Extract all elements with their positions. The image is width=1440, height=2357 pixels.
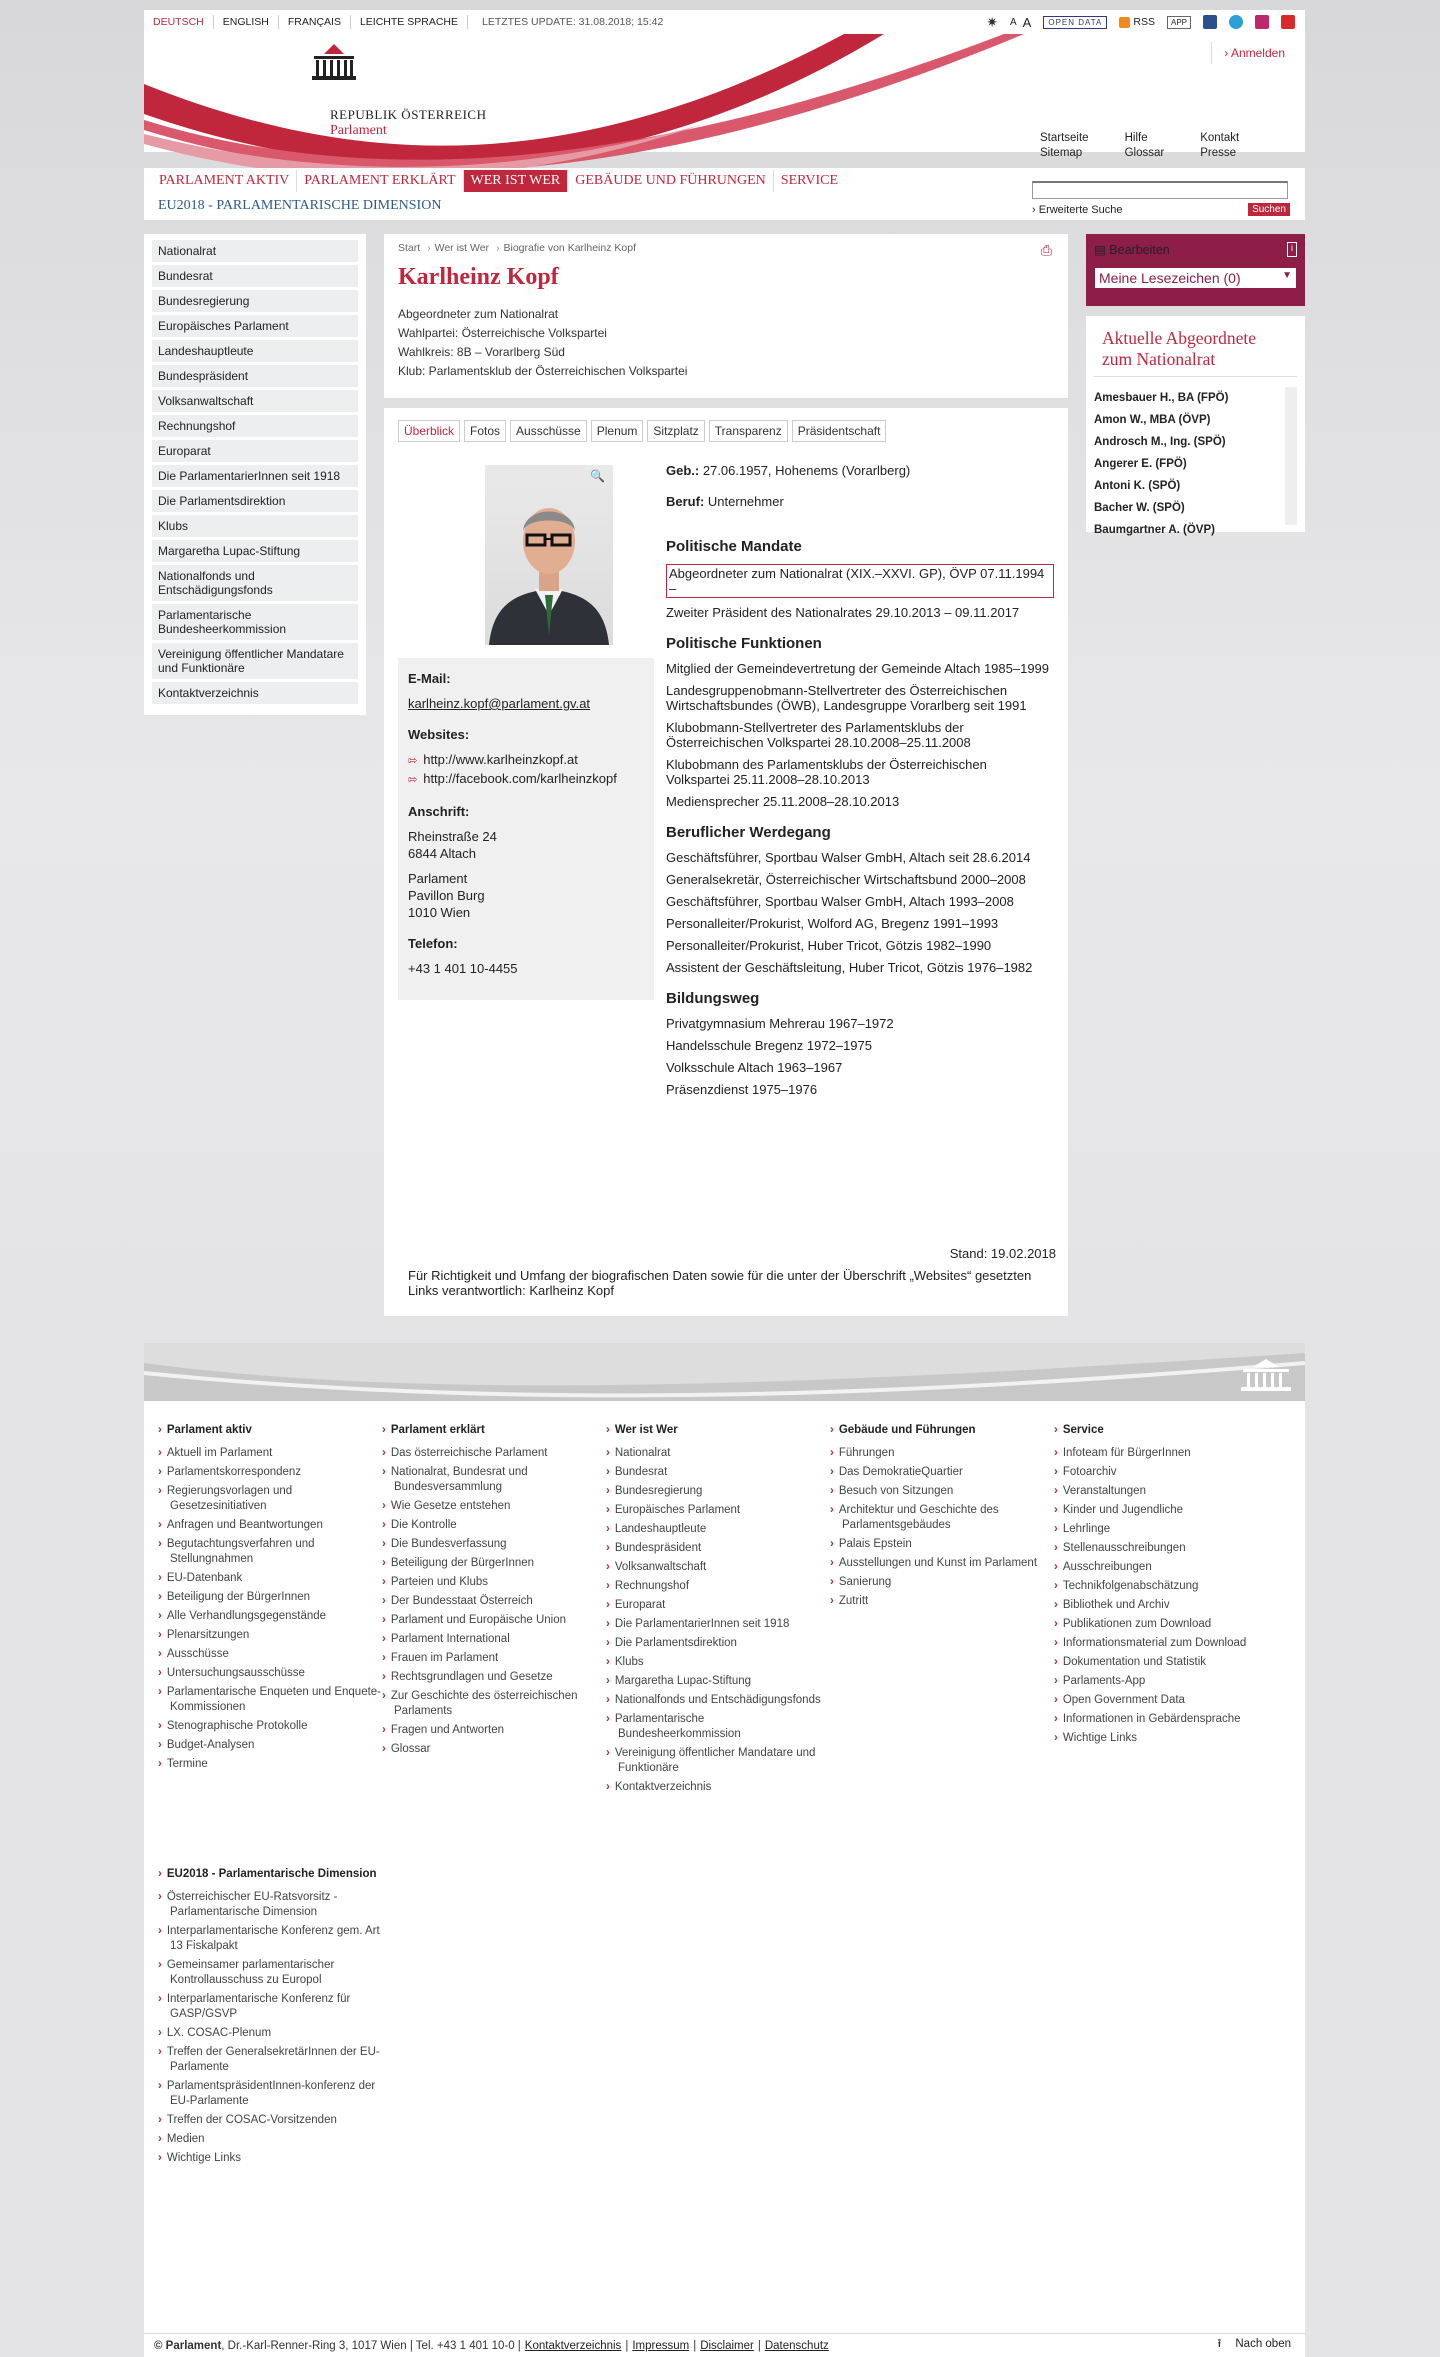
footer-link[interactable]: › Publikationen zum Download xyxy=(1054,1617,1278,1632)
websites-label: Websites: xyxy=(408,727,470,742)
footer-column-heading[interactable]: › Parlament erklärt xyxy=(382,1423,606,1438)
sidebar-item[interactable]: Nationalfonds und Entschädigungsfonds xyxy=(152,565,358,601)
bio-info-line: Wahlpartei: Österreichische Volkspartei xyxy=(398,326,607,340)
footer-link[interactable]: › Budget-Analysen xyxy=(158,1738,382,1753)
bookmarks-select[interactable]: Meine Lesezeichen (0) ▼ xyxy=(1094,267,1297,289)
footer-link[interactable]: › Ausstellungen und Kunst im Parlament xyxy=(830,1556,1054,1571)
sidebar-item[interactable]: Bundesregierung xyxy=(152,290,358,312)
section-title: Beruflicher Werdegang xyxy=(666,824,831,841)
abgeordnete-box xyxy=(1086,316,1305,536)
quick-presse[interactable]: Presse xyxy=(1200,147,1236,159)
footer-link[interactable]: › Termine xyxy=(158,1757,382,1772)
footer-link[interactable]: › Parlamentarische Enqueten und Enquete-Kommissionen xyxy=(158,1685,382,1715)
footer-link-datenschutz[interactable]: Datenschutz xyxy=(764,2339,829,2352)
footer-link[interactable]: › Zutritt xyxy=(830,1594,1054,1609)
login-link[interactable]: › Anmelden xyxy=(1211,42,1297,64)
nav-gebaeude-fuehrungen[interactable]: GEBÄUDE UND FÜHRUNGEN xyxy=(567,170,773,192)
print-icon[interactable]: ⎙ xyxy=(1040,242,1052,258)
nav-service[interactable]: SERVICE xyxy=(773,170,845,192)
footer-link[interactable]: › Open Government Data xyxy=(1054,1693,1278,1708)
footer-link[interactable]: › Treffen der GeneralsekretärInnen der EU-Parlamente xyxy=(158,2045,382,2075)
back-to-top-link[interactable]: ⭱ Nach oben xyxy=(1217,2338,1291,2350)
footer-link[interactable]: › Europäisches Parlament xyxy=(606,1503,830,1518)
topbar-tools xyxy=(986,14,1305,31)
footer-link[interactable]: › Fotoarchiv xyxy=(1054,1465,1278,1480)
footer-link[interactable]: › Stellenausschreibungen xyxy=(1054,1541,1278,1556)
footer-link-kontakt[interactable]: Kontaktverzeichnis xyxy=(524,2339,622,2352)
footer xyxy=(144,1343,1305,2333)
footer-link[interactable]: › Kinder und Jugendliche xyxy=(1054,1503,1278,1518)
footer-address: , Dr.-Karl-Renner-Ring 3, 1017 Wien | Tel. +43 1 401 10-0 | xyxy=(221,2339,521,2352)
footer-link[interactable]: › Landeshauptleute xyxy=(606,1522,830,1537)
email-link[interactable]: karlheinz.kopf@parlament.gv.at xyxy=(408,696,591,711)
disclaimer: Für Richtigkeit und Umfang der biografischen Daten sowie für die unter der Überschrift „Websites“ gesetzten Links verantwortlich: Karlheinz Kopf xyxy=(408,1268,1032,1298)
sidebar-item[interactable]: Margaretha Lupac-Stiftung xyxy=(152,540,358,562)
footer-link[interactable]: › LX. COSAC-Plenum xyxy=(158,2026,382,2041)
footer-link[interactable]: › Europarat xyxy=(606,1598,830,1613)
footer-link[interactable]: › Dokumentation und Statistik xyxy=(1054,1655,1278,1670)
section-item: Geschäftsführer, Sportbau Walser GmbH, Altach 1993–2008 xyxy=(666,894,1014,909)
footer-link[interactable]: › Zur Geschichte des österreichischen Parlaments xyxy=(382,1689,606,1719)
footer-bottom-bar: © Parlament , Dr.-Karl-Renner-Ring 3, 1017 Wien | Tel. +43 1 401 10-0 | Kontaktverzeichnis | Impressum | Disclaimer | Datenschutz ⭱ Nach oben xyxy=(144,2333,1305,2357)
footer-link[interactable]: › Ausschreibungen xyxy=(1054,1560,1278,1575)
footer-link[interactable]: › Besuch von Sitzungen xyxy=(830,1484,1054,1499)
section-item: Privatgymnasium Mehrerau 1967–1972 xyxy=(666,1016,894,1031)
rss-link[interactable]: RSS xyxy=(1119,16,1155,28)
footer-link[interactable]: › Die ParlamentarierInnen seit 1918 xyxy=(606,1617,830,1632)
zoom-icon[interactable]: 🔍 xyxy=(590,469,605,483)
sidebar-item[interactable]: Rechnungshof xyxy=(152,415,358,437)
font-size-small[interactable]: A xyxy=(1010,16,1017,28)
footer-link[interactable]: › Begutachtungsverfahren und Stellungnahmen xyxy=(158,1537,382,1567)
footer-logo-icon xyxy=(1239,1357,1293,1393)
footer-link[interactable]: › Bundespräsident xyxy=(606,1541,830,1556)
footer-link[interactable]: › Volksanwaltschaft xyxy=(606,1560,830,1575)
bio-info-line: Klub: Parlamentsklub der Österreichischen Volkspartei xyxy=(398,364,688,378)
bio-info xyxy=(398,305,1054,381)
footer-link[interactable]: › Informationen in Gebärdensprache xyxy=(1054,1712,1278,1727)
search-input[interactable] xyxy=(1032,181,1288,199)
footer-link[interactable]: › Medien xyxy=(158,2132,382,2147)
footer-link[interactable]: › Bundesrat xyxy=(606,1465,830,1480)
crumb-wer-ist-wer[interactable]: › Wer ist Wer xyxy=(423,242,489,254)
footer-link[interactable]: › Ausschüsse xyxy=(158,1647,382,1662)
lang-leichte-sprache[interactable]: LEICHTE SPRACHE xyxy=(351,15,468,29)
advanced-search-link[interactable]: › Erweiterte Suche xyxy=(1032,203,1123,216)
app-link[interactable]: APP xyxy=(1167,16,1191,29)
sidebar-item[interactable]: Volksanwaltschaft xyxy=(152,390,358,412)
email-label: E-Mail: xyxy=(408,671,451,686)
quick-kontakt[interactable]: Kontakt xyxy=(1200,132,1240,144)
footer-link[interactable]: › Lehrlinge xyxy=(1054,1522,1278,1537)
sidebar-item[interactable]: Europarat xyxy=(152,440,358,462)
footer-link[interactable]: › Nationalfonds und Entschädigungsfonds xyxy=(606,1693,830,1708)
footer-column-heading[interactable]: › Gebäude und Führungen xyxy=(830,1423,1054,1438)
footer-link[interactable]: › Kontaktverzeichnis xyxy=(606,1780,830,1795)
contact-box xyxy=(398,658,654,1000)
section-item: Mediensprecher 25.11.2008–28.10.2013 xyxy=(666,794,900,809)
footer-columns xyxy=(158,1423,1278,1799)
tab-fotos[interactable]: Fotos xyxy=(464,420,506,442)
footer-column xyxy=(830,1423,1054,1799)
info-icon[interactable]: i xyxy=(1287,242,1297,257)
nav-parlament-erklaert[interactable]: PARLAMENT ERKLÄRT xyxy=(296,170,462,192)
footer-link[interactable]: › Das österreichische Parlament xyxy=(382,1446,606,1461)
sidebar-item[interactable]: Bundesrat xyxy=(152,265,358,287)
youtube-icon[interactable] xyxy=(1281,15,1295,29)
footer-link[interactable]: › Führungen xyxy=(830,1446,1054,1461)
section-item: Geschäftsführer, Sportbau Walser GmbH, Altach seit 28.6.2014 xyxy=(666,850,1031,865)
copyright: © Parlament xyxy=(154,2339,222,2352)
footer-link[interactable]: › Die Kontrolle xyxy=(382,1518,606,1533)
footer-link[interactable]: › Palais Epstein xyxy=(830,1537,1054,1552)
footer-link[interactable]: › Die Parlamentsdirektion xyxy=(606,1636,830,1651)
section-item: Personalleiter/Prokurist, Wolford AG, Bregenz 1991–1993 xyxy=(666,916,999,931)
footer-link[interactable]: › Regierungsvorlagen und Gesetzesinitiativen xyxy=(158,1484,382,1514)
abgeordnete-item[interactable]: Androsch M., Ing. (SPÖ) xyxy=(1094,436,1226,448)
footer-column-heading[interactable]: › Parlament aktiv xyxy=(158,1423,382,1438)
phone-number: +43 1 401 10-4455 xyxy=(408,961,518,976)
footer-link[interactable]: › Wichtige Links xyxy=(1054,1731,1278,1746)
footer-link[interactable]: › Vereinigung öffentlicher Mandatare und Funktionäre xyxy=(606,1746,830,1776)
sidebar-item[interactable]: Die ParlamentarierInnen seit 1918 xyxy=(152,465,358,487)
sidebar-item[interactable]: Europäisches Parlament xyxy=(152,315,358,337)
footer-link[interactable]: › Infoteam für BürgerInnen xyxy=(1054,1446,1278,1461)
section-item: Volksschule Altach 1963–1967 xyxy=(666,1060,843,1075)
address-label: Anschrift: xyxy=(408,804,470,819)
footer-link[interactable]: › Parlaments-App xyxy=(1054,1674,1278,1689)
sidebar-item[interactable]: Landeshauptleute xyxy=(152,340,358,362)
sidebar-item[interactable]: Parlamentarische Bundesheerkommission xyxy=(152,604,358,640)
footer-link[interactable]: › Rechnungshof xyxy=(606,1579,830,1594)
portrait-photo[interactable] xyxy=(485,465,613,645)
footer-column xyxy=(1054,1423,1278,1799)
birth-line: Geb.: 27.06.1957, Hohenems (Vorarlberg) xyxy=(666,463,911,478)
footer-link[interactable]: › Bundesregierung xyxy=(606,1484,830,1499)
search-box xyxy=(1032,181,1290,216)
footer-link[interactable]: › Sanierung xyxy=(830,1575,1054,1590)
section-item: Präsenzdienst 1975–1976 xyxy=(666,1082,818,1097)
footer-link[interactable]: › Gemeinsamer parlamentarischer Kontrollausschuss zu Europol xyxy=(158,1958,382,1988)
footer-link[interactable]: › Rechtsgrundlagen und Gesetze xyxy=(382,1670,606,1685)
nav-eu2018[interactable]: EU2018 - PARLAMENTARISCHE DIMENSION xyxy=(158,198,442,213)
footer-link[interactable]: › Interparlamentarische Konferenz für GASP/GSVP xyxy=(158,1992,382,2022)
footer-link[interactable]: › Österreichischer EU-Ratsvorsitz - Parlamentarische Dimension xyxy=(158,1890,382,1920)
footer-link[interactable]: › Stenographische Protokolle xyxy=(158,1719,382,1734)
facebook-icon[interactable] xyxy=(1203,15,1217,29)
bio-body xyxy=(384,408,1068,1316)
abgeordnete-item[interactable]: Amesbauer H., BA (FPÖ) xyxy=(1094,392,1229,404)
abgeordnete-item[interactable]: Bacher W. (SPÖ) xyxy=(1094,502,1185,514)
rss-icon xyxy=(1119,17,1130,28)
bio-tabs xyxy=(398,420,886,442)
footer-column xyxy=(158,1423,382,1799)
search-button[interactable]: Suchen xyxy=(1248,203,1290,216)
footer-column-heading[interactable]: › EU2018 - Parlamentarische Dimension xyxy=(158,1867,382,1882)
footer-link[interactable]: › Das DemokratieQuartier xyxy=(830,1465,1054,1480)
abgeordnete-list[interactable] xyxy=(1094,387,1297,536)
footer-link[interactable]: › Frauen im Parlament xyxy=(382,1651,606,1666)
abgeordnete-item[interactable]: Baumgartner A. (ÖVP) xyxy=(1094,524,1215,536)
footer-column xyxy=(606,1423,830,1799)
footer-link[interactable]: › EU-Datenbank xyxy=(158,1571,382,1586)
bio-info-line: Abgeordneter zum Nationalrat xyxy=(398,307,559,321)
quick-hilfe[interactable]: Hilfe xyxy=(1124,132,1148,144)
twitter-icon[interactable] xyxy=(1229,15,1243,29)
abgeordnete-item[interactable]: Angerer E. (FPÖ) xyxy=(1094,458,1187,470)
section-item: Assistent der Geschäftsleitung, Huber Tricot, Götzis 1976–1982 xyxy=(666,960,1033,975)
section-item: Zweiter Präsident des Nationalrates 29.10.2013 – 09.11.2017 xyxy=(666,605,1020,620)
edit-link[interactable]: ▤ Bearbeiten xyxy=(1094,243,1170,257)
sidebar-item[interactable]: Nationalrat xyxy=(152,240,358,262)
footer-link[interactable]: › Wichtige Links xyxy=(158,2151,382,2166)
phone-label: Telefon: xyxy=(408,936,458,951)
footer-link[interactable]: › Glossar xyxy=(382,1742,606,1757)
footer-link[interactable]: › Parlamentarische Bundesheerkommission xyxy=(606,1712,830,1742)
chevron-down-icon: ▼ xyxy=(1282,270,1292,281)
quick-glossar[interactable]: Glossar xyxy=(1124,147,1165,159)
footer-link[interactable]: › Parlament International xyxy=(382,1632,606,1647)
footer-link[interactable]: › Beteiligung der BürgerInnen xyxy=(158,1590,382,1605)
footer-swoosh xyxy=(144,1343,1305,1401)
section-item: Klubobmann des Parlamentsklubs der Österreichischen Volkspartei 25.11.2008–28.10.2013 xyxy=(666,757,987,787)
footer-link[interactable]: › Margaretha Lupac-Stiftung xyxy=(606,1674,830,1689)
lang-francais[interactable]: FRANÇAIS xyxy=(279,15,351,29)
quick-startseite[interactable]: Startseite xyxy=(1040,132,1089,144)
footer-column-heading[interactable]: › Service xyxy=(1054,1423,1278,1438)
font-size-large[interactable]: A xyxy=(1022,14,1032,30)
sidebar-item[interactable]: Bundespräsident xyxy=(152,365,358,387)
bio-details xyxy=(666,463,1054,1104)
website-link[interactable]: ⇰ http://www.karlheinzkopf.at xyxy=(408,751,644,770)
bio-header xyxy=(384,234,1068,398)
tab-ausschuesse[interactable]: Ausschüsse xyxy=(510,420,587,442)
quick-links xyxy=(1040,131,1239,161)
eagle-small-icon: ✷ xyxy=(986,13,998,30)
footer-link[interactable]: › Informationsmaterial zum Download xyxy=(1054,1636,1278,1651)
address-parlament: Parlament Pavillon Burg 1010 Wien xyxy=(408,871,485,920)
abgeordnete-title: Aktuelle Abgeordnete zum Nationalrat xyxy=(1094,328,1297,377)
section-item: Abgeordneter zum Nationalrat (XIX.–XXVI. GP), ÖVP 07.11.1994 – xyxy=(666,564,1054,598)
section-item: Klubobmann-Stellvertreter des Parlamentsklubs der Österreichischen Volkspartei 28.10.2008–25.11.2008 xyxy=(666,720,971,750)
crumb-start[interactable]: Start xyxy=(398,242,421,254)
left-nav xyxy=(144,234,366,715)
page-title: Karlheinz Kopf xyxy=(398,264,559,290)
quick-sitemap[interactable]: Sitemap xyxy=(1040,147,1083,159)
last-update: LETZTES UPDATE: 31.08.2018; 15:42 xyxy=(482,16,664,28)
tab-sitzplatz[interactable]: Sitzplatz xyxy=(647,420,704,442)
logo-text-republik: REPUBLIK ÖSTERREICH xyxy=(330,107,487,122)
edit-box xyxy=(1086,234,1305,306)
footer-link[interactable]: › Parlament und Europäische Union xyxy=(382,1613,606,1628)
bio-info-line: Wahlkreis: 8B – Vorarlberg Süd xyxy=(398,345,565,359)
section-item: Personalleiter/Prokurist, Huber Tricot, Götzis 1982–1990 xyxy=(666,938,992,953)
tab-ueberblick[interactable]: Überblick xyxy=(398,420,460,442)
footer-link[interactable]: › Die Bundesverfassung xyxy=(382,1537,606,1552)
nav-wer-ist-wer[interactable]: WER IST WER xyxy=(463,170,568,192)
footer-column xyxy=(382,1423,606,1799)
nav-parlament-aktiv[interactable]: PARLAMENT AKTIV xyxy=(159,173,290,188)
footer-link[interactable]: › Aktuell im Parlament xyxy=(158,1446,382,1461)
footer-link[interactable]: › Plenarsitzungen xyxy=(158,1628,382,1643)
footer-link[interactable]: › Der Bundesstaat Österreich xyxy=(382,1594,606,1609)
sidebar-item[interactable]: Vereinigung öffentlicher Mandatare und Funktionäre xyxy=(152,643,358,679)
tab-transparenz[interactable]: Transparenz xyxy=(709,420,788,442)
instagram-icon[interactable] xyxy=(1255,15,1269,29)
footer-column-heading[interactable]: › Wer ist Wer xyxy=(606,1423,830,1438)
job-line: Beruf: Unternehmer xyxy=(666,494,784,509)
footer-link[interactable]: › Interparlamentarische Konferenz gem. Art 13 Fiskalpakt xyxy=(158,1924,382,1954)
open-data-link[interactable]: OPEN DATA xyxy=(1043,16,1107,29)
section-title: Politische Mandate xyxy=(666,538,802,555)
footer-link[interactable]: › Nationalrat, Bundesrat und Bundesversammlung xyxy=(382,1465,606,1495)
topbar xyxy=(144,10,1305,34)
footer-eu-column xyxy=(158,1867,382,2170)
site-header xyxy=(144,34,1305,159)
section-title: Politische Funktionen xyxy=(666,635,822,652)
footer-link[interactable]: › Architektur und Geschichte des Parlamentsgebäudes xyxy=(830,1503,1054,1533)
footer-link[interactable]: › Klubs xyxy=(606,1655,830,1670)
address-home: Rheinstraße 24 6844 Altach xyxy=(408,829,497,861)
breadcrumb xyxy=(398,242,1054,254)
section-item: Mitglied der Gemeindevertretung der Gemeinde Altach 1985–1999 xyxy=(666,661,1050,676)
footer-link[interactable]: › Anfragen und Beantwortungen xyxy=(158,1518,382,1533)
logo-text-parlament: Parlament xyxy=(330,123,387,138)
footer-link[interactable]: › Treffen der COSAC-Vorsitzenden xyxy=(158,2113,382,2128)
main-nav xyxy=(144,168,1305,220)
footer-link[interactable]: › Untersuchungsausschüsse xyxy=(158,1666,382,1681)
section-item: Generalsekretär, Österreichischer Wirtschaftsbund 2000–2008 xyxy=(666,872,1026,887)
sidebar-item[interactable]: Kontaktverzeichnis xyxy=(152,682,358,704)
abgeordnete-item[interactable]: Amon W., MBA (ÖVP) xyxy=(1094,414,1211,426)
footer-link[interactable]: › Parlamentskorrespondenz xyxy=(158,1465,382,1480)
lang-deutsch[interactable]: DEUTSCH xyxy=(144,15,214,29)
tab-praesidentschaft[interactable]: Präsidentschaft xyxy=(792,420,887,442)
stand-date: Stand: 19.02.2018 xyxy=(949,1246,1056,1261)
website-link[interactable]: ⇰ http://facebook.com/karlheinzkopf xyxy=(408,770,644,789)
footer-link[interactable]: › ParlamentspräsidentInnen-konferenz der EU-Parlamente xyxy=(158,2079,382,2109)
footer-link[interactable]: › Veranstaltungen xyxy=(1054,1484,1278,1499)
section-item: Handelsschule Bregenz 1972–1975 xyxy=(666,1038,872,1053)
footer-link[interactable]: › Beteiligung der BürgerInnen xyxy=(382,1556,606,1571)
tab-plenum[interactable]: Plenum xyxy=(591,420,644,442)
section-title: Bildungsweg xyxy=(666,990,760,1007)
section-item: Landesgruppenobmann-Stellvertreter des Österreichischen Wirtschaftsbundes (ÖWB), Landesgruppe Vorarlberg seit 1991 xyxy=(666,683,1027,713)
lang-english[interactable]: ENGLISH xyxy=(214,15,279,29)
footer-band xyxy=(144,1343,1305,1401)
footer-link[interactable]: › Fragen und Antworten xyxy=(382,1723,606,1738)
sidebar-item[interactable]: Die Parlamentsdirektion xyxy=(152,490,358,512)
arrow-up-icon: ⭱ xyxy=(1217,2338,1222,2350)
footer-link[interactable]: › Wie Gesetze entstehen xyxy=(382,1499,606,1514)
footer-link[interactable]: › Nationalrat xyxy=(606,1446,830,1461)
footer-link[interactable]: › Technikfolgenabschätzung xyxy=(1054,1579,1278,1594)
footer-link[interactable]: › Parteien und Klubs xyxy=(382,1575,606,1590)
crumb-current: › Biografie von Karlheinz Kopf xyxy=(492,242,636,254)
footer-link-disclaimer[interactable]: Disclaimer xyxy=(700,2339,754,2352)
footer-link[interactable]: › Bibliothek und Archiv xyxy=(1054,1598,1278,1613)
abgeordnete-item[interactable]: Antoni K. (SPÖ) xyxy=(1094,480,1181,492)
footer-link[interactable]: › Alle Verhandlungsgegenstände xyxy=(158,1609,382,1624)
sidebar-item[interactable]: Klubs xyxy=(152,515,358,537)
parliament-logo-icon[interactable] xyxy=(310,42,358,82)
footer-link-impressum[interactable]: Impressum xyxy=(632,2339,690,2352)
